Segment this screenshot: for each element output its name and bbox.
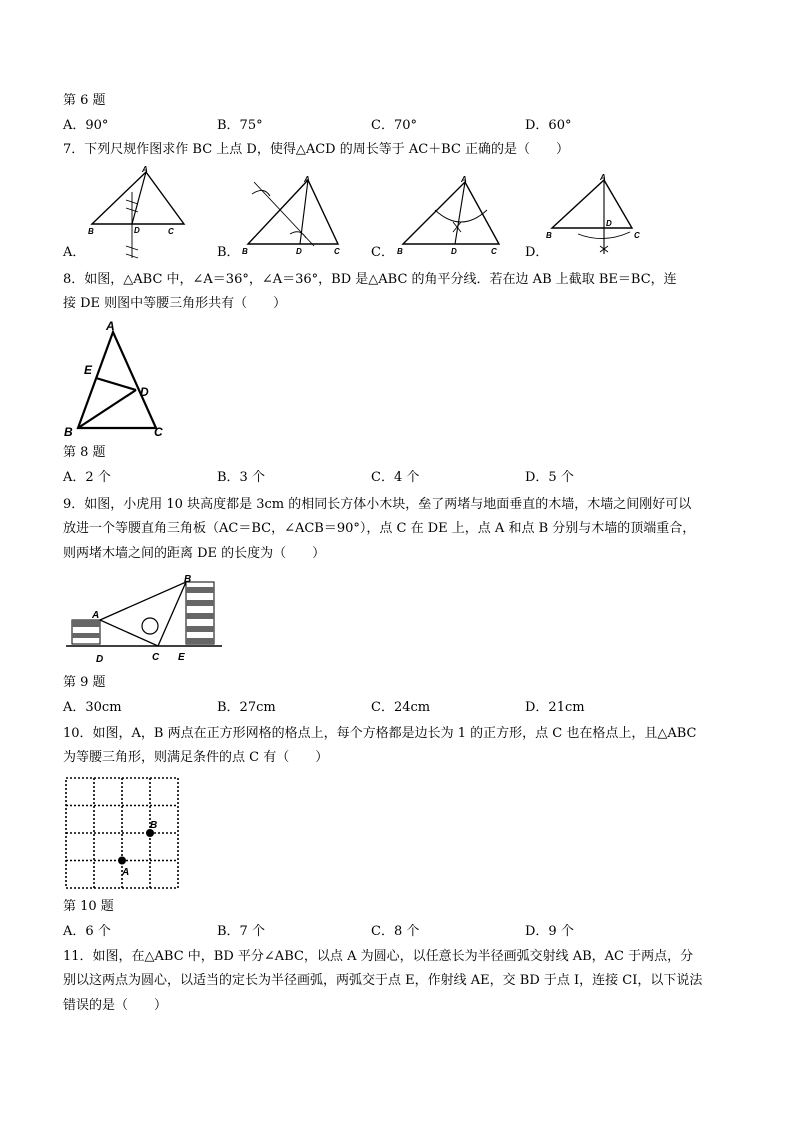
q10-option-b[interactable]: B．7 个	[217, 924, 265, 939]
q11-stem-line2: 别以这两点为圆心，以适当的定长为半径画弧，两弧交于点 E，作射线 AE，交 BD 于点 I，连接 CI，以下说法	[63, 973, 703, 988]
q7-option-b[interactable]: B．	[217, 245, 240, 260]
q9-option-c[interactable]: C．24cm	[371, 700, 431, 715]
q6-caption: 第 6 题	[63, 93, 106, 108]
q7-option-c[interactable]: C．	[371, 245, 394, 260]
q7-figure-c	[395, 170, 505, 262]
q9-label-e: E	[178, 652, 185, 663]
q9-label-b: B	[184, 574, 192, 585]
q9-label-c: C	[152, 652, 160, 663]
q6-option-c[interactable]: C．70°	[371, 118, 417, 133]
q11-stem-line3: 错误的是（ ）	[63, 998, 168, 1013]
q7-figure-a	[80, 162, 190, 262]
q9-label-a: A	[92, 610, 100, 621]
q9-option-b[interactable]: B．27cm	[217, 700, 276, 715]
q6-option-b[interactable]: B．75°	[217, 118, 263, 133]
q7-option-d[interactable]: D．	[525, 245, 549, 260]
q10-stem-line2: 为等腰三角形，则满足条件的点 C 有（ ）	[63, 750, 329, 765]
q10-label-a: A	[122, 867, 130, 878]
q9-caption: 第 9 题	[63, 675, 106, 690]
q7-stem: 7．下列尺规作图求作 BC 上点 D，使得△ACD 的周长等于 AC＋BC 正确的是（ ）	[63, 142, 570, 157]
q6-option-d[interactable]: D．60°	[525, 118, 572, 133]
q8-stem-line1: 8．如图，△ABC 中，∠A＝36°，∠A＝36°，BD 是△ABC 的角平分线．若在边 AB 上截取 BE＝BC，连	[63, 272, 677, 287]
q10-point-a	[118, 857, 126, 865]
q8-label-a: A	[106, 319, 115, 333]
q9-stem-line2: 放进一个等腰直角三角板（AC＝BC，∠ACB＝90°），点 C 在 DE 上，点 A 和点 B 分别与木墙的顶端重合，	[63, 521, 696, 536]
q8-label-d: D	[140, 385, 149, 399]
q7a-label-d: D	[134, 226, 140, 235]
q9-option-a[interactable]: A．30cm	[63, 700, 122, 715]
q7b-label-b: B	[242, 247, 248, 256]
q8-label-e: E	[84, 363, 93, 377]
q9-stem-line3: 则两堵木墙之间的距离 DE 的长度为（ ）	[63, 546, 326, 561]
q7c-label-c: C	[491, 247, 497, 256]
q7a-label-a: A	[142, 165, 148, 174]
q7d-label-c: C	[634, 231, 640, 240]
q10-label-b: B	[150, 820, 158, 831]
q8-stem-line2: 接 DE 则图中等腰三角形共有（ ）	[63, 296, 287, 311]
q7-option-a[interactable]: A．	[63, 245, 86, 260]
q7a-label-b: B	[88, 227, 94, 236]
q8-option-d[interactable]: D．5 个	[525, 470, 574, 485]
q10-option-d[interactable]: D．9 个	[525, 924, 574, 939]
q10-caption: 第 10 题	[63, 899, 114, 914]
q8-label-c: C	[154, 425, 163, 439]
q7d-label-d: D	[606, 219, 612, 228]
q7b-label-c: C	[334, 247, 340, 256]
q7d-label-b: B	[546, 231, 552, 240]
q6-option-a[interactable]: A．90°	[63, 118, 109, 133]
q10-grid-figure	[64, 776, 180, 890]
q8-label-b: B	[64, 425, 73, 439]
q9-label-d: D	[96, 654, 104, 665]
q11-stem-line1: 11．如图，在△ABC 中，BD 平分∠ABC，以点 A 为圆心，以任意长为半径画弧交射线 AB，AC 于两点，分	[63, 949, 694, 964]
q7-figure-b	[240, 172, 350, 262]
q8-option-a[interactable]: A．2 个	[63, 470, 111, 485]
q9-stem-line1: 9．如图，小虎用 10 块高度都是 3cm 的相同长方体小木块，垒了两堵与地面垂直的木墙，木墙之间刚好可以	[63, 497, 692, 512]
q9-figure	[64, 574, 224, 666]
q8-figure	[64, 318, 180, 439]
q7d-label-a: A	[600, 173, 606, 182]
q7c-label-d: D	[451, 247, 457, 256]
q9-option-d[interactable]: D．21cm	[525, 700, 585, 715]
q7-figure-d	[548, 172, 658, 262]
q7b-label-a: A	[304, 175, 310, 184]
q7c-label-b: B	[397, 247, 403, 256]
q7c-label-a: A	[461, 175, 467, 184]
q8-caption: 第 8 题	[63, 445, 106, 460]
q7a-label-c: C	[168, 227, 174, 236]
q10-option-c[interactable]: C．8 个	[371, 924, 420, 939]
q10-stem-line1: 10．如图，A，B 两点在正方形网格的格点上，每个方格都是边长为 1 的正方形，点 C 也在格点上，且△ABC	[63, 726, 697, 741]
q8-option-c[interactable]: C．4 个	[371, 470, 420, 485]
q10-option-a[interactable]: A．6 个	[63, 924, 111, 939]
q8-option-b[interactable]: B．3 个	[217, 470, 265, 485]
q7b-label-d: D	[296, 247, 302, 256]
